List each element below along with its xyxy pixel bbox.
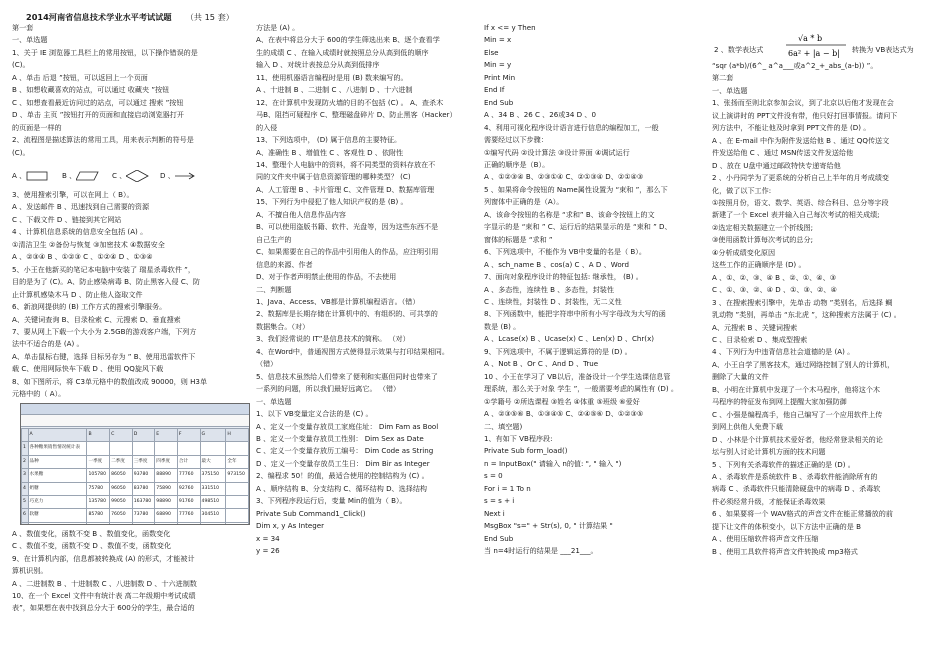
- table-cell: 4: [22, 482, 29, 495]
- page-title: 2014河南省信息技术学业水平考试试题 （共 15 套）: [26, 12, 234, 22]
- text-line: A 、单击 后退 ”按钮，可以返回上一个页面: [12, 72, 148, 82]
- table-cell: 93780: [132, 469, 155, 482]
- table-cell: 163780: [132, 495, 155, 508]
- text-line: 表”，如果想在表中找到总分大于 600分的学生，最合适的: [12, 603, 195, 613]
- text-line: C 、小强是编程高手，他自己编写了一个应用软件上传: [712, 409, 883, 419]
- table-cell: 68890: [155, 509, 178, 522]
- table-cell: 品种: [28, 455, 87, 468]
- table-cell: 331510: [200, 482, 226, 495]
- text-line: ①学籍号 ②所选课程 ③姓名 ④体重 ⑤班级 ⑥爱好: [484, 396, 640, 406]
- flowchart-option: [112, 170, 149, 182]
- text-line: A 、34 B 、26 C 、26或34 D 、0: [484, 110, 597, 120]
- table-cell: 巧克力: [28, 495, 87, 508]
- table-cell: 375150: [200, 469, 226, 482]
- text-line: A 、多态性，连续性 B 、多态性，封装性: [484, 284, 614, 294]
- text-line: 算机识别。: [12, 566, 48, 576]
- table-cell: [226, 442, 249, 455]
- table-cell: [177, 442, 200, 455]
- text-line: 8、下列函数中，能把字符串中所有小写字母改为大写的函: [484, 309, 666, 319]
- text-line: A 、顺序结构 B、分支结构 C、循环结构 D、选择结构: [256, 483, 428, 493]
- text-line: 一系列的问题，所以我们最好远离它。 （错）: [256, 384, 401, 394]
- text-line: D 、单击 主页 ”按钮打开的页面和直接启动浏览器打开: [12, 110, 184, 120]
- table-cell: 6: [22, 509, 29, 522]
- text-line: A 、sch_name B 、cos(a) C 、A D 、Word: [484, 259, 629, 269]
- flowchart-option: [160, 170, 197, 182]
- text-line: A、人工管理 B 、卡片管理 C、文件管理 D、数据库管理: [256, 184, 435, 194]
- text-line: 7、面向对象程序设计的特征包括: 继承性， (B) 。: [484, 272, 643, 282]
- table-cell: 四季度: [155, 455, 178, 468]
- arrow-symbol: [175, 171, 197, 180]
- text-line: If x <= y Then: [484, 23, 536, 32]
- flowchart-symbols: [12, 159, 244, 189]
- excel-toolbar: [21, 404, 249, 415]
- table-cell: 三季度: [132, 455, 155, 468]
- text-line: A 、二进制数 B 、十进制数 C 、八进制数 D 、十六进制数: [12, 578, 197, 588]
- table-cell: 77760: [177, 469, 200, 482]
- text-line: A 、数值变化，函数不变 B 、数值变化，函数变化: [12, 528, 171, 538]
- text-line: 列方法中，不能让他及时拿到 PPT文件的是 (D) 。: [712, 123, 871, 133]
- text-line: 11、使用机器语言编程时是用 (B) 数来编写的。: [256, 72, 408, 82]
- text-line: 4、在Word中，普通视图方式使得显示效果与打印结果相同。: [256, 346, 449, 356]
- text-line: 6、新浪网提供的 (B) 工作方式的搜索引擎服务。: [12, 302, 167, 312]
- text-line: A、该命令按钮的名称是 “求和” B、该命令按钮上的文: [484, 209, 655, 219]
- text-line: 新建了一个 Excel 表并输入自己每次考试的相关成绩;: [712, 210, 880, 220]
- text-line: A、在表中将总分大于 600的学生筛选出来 B、逐个查看学: [256, 35, 440, 45]
- text-line: 输入 D 、对统计表按总分从高到低排序: [256, 60, 380, 70]
- text-line: D 、小林是个计算机技术爱好者，他经常登录相关的论: [712, 434, 883, 444]
- text-line: 列窗体中正确的是（A）。: [484, 197, 564, 207]
- table-row: [22, 469, 249, 482]
- table-cell: [132, 442, 155, 455]
- math-label: 2 、数学表达式: [714, 45, 764, 54]
- text-line: 正确的顺序是（B）。: [484, 159, 550, 169]
- text-line: A、准确性 B 、增值性 C 、客观性 D 、依附性: [256, 147, 404, 157]
- text-line: 法中不适合的是 (A) 。: [12, 339, 84, 349]
- text-line: 数是 (B) 。: [484, 321, 521, 331]
- svg-text:6a² + |a − b|: 6a² + |a − b|: [788, 49, 840, 58]
- text-line: ①编写代码 ②设计算法 ③设计界面 ④调试运行: [484, 147, 630, 157]
- text-line: A、元搜索 B 、关键词搜索: [712, 322, 798, 332]
- table-cell: E: [155, 428, 178, 441]
- text-line: 5、小王在他新买的笔记本电脑中安装了 瑞星杀毒软件 ”，: [12, 264, 195, 274]
- parallelogram-symbol: [76, 171, 100, 180]
- math-fraction: [784, 30, 848, 62]
- table-cell: 5: [22, 495, 29, 508]
- text-line: 的页面是一样的: [12, 122, 62, 132]
- table-cell: 304510: [200, 509, 226, 522]
- flowchart-option-label: A 、: [12, 170, 27, 180]
- text-line: ③使用函数计算每次考试的总分;: [712, 235, 813, 245]
- text-line: 方法是 (A) 。: [256, 23, 300, 32]
- text-line: 14、整理个人电脑中的资料，将不同类型的资料存放在不: [256, 159, 436, 169]
- excel-formula-bar: [21, 415, 249, 427]
- table-cell: [87, 442, 110, 455]
- table-cell: 二季度: [110, 455, 133, 468]
- table-cell: [200, 442, 226, 455]
- table-cell: [226, 495, 249, 508]
- text-line: 坛与别人讨论计算机方面的技术问题: [712, 447, 826, 457]
- table-cell: 软糖: [28, 509, 87, 522]
- text-line: Else: [484, 47, 499, 57]
- text-line: 一、单选题: [712, 85, 748, 95]
- table-row: [22, 495, 249, 508]
- text-line: 当 n=4时运行的结果是 ___21___。: [484, 546, 598, 556]
- text-line: 15、下列行为中侵犯了他人知识产权的是 (B) 。: [256, 197, 408, 207]
- text-line: A 、①、②、③、④ B 、②、①、④、③: [712, 272, 837, 282]
- text-line: C 、连续性，封装性 D 、封装性，无二义性: [484, 296, 622, 306]
- text-line: 6 、如果要将一个 WAV格式的声音文件在能正常播放的前: [712, 509, 893, 519]
- table-cell: 75890: [155, 482, 178, 495]
- text-line: 这些工作的正确顺序是 (D) 。: [712, 260, 806, 270]
- text-line: C、如果需要在自己的作品中引用他人的作品，应注明引用: [256, 247, 439, 257]
- table-cell: 奶糖: [28, 482, 87, 495]
- table-cell: 一季度: [87, 455, 110, 468]
- text-line: D 、定义一个变量存放员工生日： Dim Bir as Integer: [256, 458, 430, 468]
- table-cell: 99050: [110, 495, 133, 508]
- table-cell: 76050: [110, 509, 133, 522]
- table-cell: [155, 442, 178, 455]
- text-line: 5、信息技术虽然给人们带来了便利和实惠但同时也带来了: [256, 371, 438, 381]
- text-line: 第一套: [12, 23, 34, 32]
- flowchart-option-label: B 、: [62, 170, 77, 180]
- text-line: Private Sub form_load(): [484, 446, 568, 456]
- text-line: 10 、小王在学习了 VB以后，准备设计一个学生选课信息管: [484, 371, 671, 381]
- flowchart-option: [12, 170, 48, 182]
- column-1: [12, 22, 244, 615]
- text-line: A 、②③⑤⑥ B、①③④⑤ C、②④⑤⑥ D、①②③⑤: [484, 409, 644, 419]
- table-cell: [110, 442, 133, 455]
- table-cell: 1: [22, 442, 29, 455]
- text-line: A、关键词查询 B、目录检索 C、元搜索 D、垂直搜索: [12, 314, 181, 324]
- table-cell: [200, 522, 226, 524]
- table-cell: 973150: [226, 469, 249, 482]
- table-cell: 88890: [155, 469, 178, 482]
- text-line: 3、下列程序段运行后，变量 Min的值为（ B）。: [256, 496, 407, 506]
- text-line: 窗体的标题是 “求和 ”: [484, 234, 553, 244]
- table-cell: 98890: [155, 495, 178, 508]
- text-line: A 、Lcase(x) B 、Ucase(x) C 、Len(x) D 、Chr(x): [484, 334, 655, 344]
- text-line: 马程序的特征发布到网上提醒大家加强防御: [712, 397, 847, 407]
- table-cell: C: [110, 428, 133, 441]
- text-line: 化，做了以下工作:: [712, 185, 772, 195]
- flowchart-option-label: D 、: [160, 170, 175, 180]
- text-line: C 、定义一个变量存放历工编号： Dim Code as String: [256, 446, 434, 456]
- table-cell: [155, 522, 178, 524]
- text-line: 字显示的是 “束和 ” C、运行后的结果显示的是 “束和 ” D、: [484, 222, 672, 232]
- table-cell: 86050: [110, 469, 133, 482]
- text-line: 件发送给他 C 、通过 MSN传送文件发送给他: [712, 148, 854, 158]
- text-line: C 、目录检索 D 、集成型搜索: [712, 334, 808, 344]
- text-line: x = 34: [256, 533, 280, 543]
- text-line: 需要经过以下步骤：: [484, 135, 548, 145]
- text-line: ①按照月份，语文、数学、英语、综合科目、总分等字段: [712, 197, 889, 207]
- text-line: 1、有如下 VB程序段:: [484, 433, 553, 443]
- text-line: A 、②③④ B 、①②③ C 、①②④ D 、①③④: [12, 252, 153, 262]
- text-line: n = InputBox(" 请输入 n的值: ", " 输入 "): [484, 458, 622, 468]
- column-2: [256, 22, 480, 557]
- table-cell: 73780: [132, 509, 155, 522]
- text-line: B、小明在计算机中发现了一个木马程序，他将这个木: [712, 384, 881, 394]
- text-line: ②选定相关数据建立一个折线图;: [712, 222, 813, 232]
- text-line: Next i: [484, 508, 505, 518]
- text-line: 的入侵: [256, 122, 278, 132]
- table-row: [22, 522, 249, 524]
- text-line: 10、在一个 Excel 文件中有统计表 高二年级期中考试成绩: [12, 590, 196, 600]
- text-line: y = 26: [256, 546, 280, 556]
- text-line: 生的成绩 C 、在输入成绩时就按照总分从高到低的顺序: [256, 47, 429, 57]
- text-line: 4 、计算机信息系统的信息安全包括 (A) 。: [12, 227, 148, 237]
- table-cell: G: [200, 428, 226, 441]
- text-line: Min = y: [484, 60, 512, 70]
- text-line: A 、Not B 、Or C 、And D 、True: [484, 359, 599, 369]
- text-line: A 、杀毒软件是系统软件 B 、杀毒软件能消除所有的: [712, 471, 878, 481]
- table-cell: 96050: [110, 482, 133, 495]
- text-line: A 、十进制 B 、二进制 C 、八进制 D 、十六进制: [256, 85, 413, 95]
- text-line: 元格中的（ A）。: [12, 389, 66, 399]
- table-cell: 77760: [177, 509, 200, 522]
- table-row: [22, 482, 249, 495]
- text-line: （错）: [256, 359, 278, 369]
- text-line: B 、使用工具软件将声音文件转换成 mp3格式: [712, 546, 858, 556]
- table-cell: 各种糖果销售情况统计表: [28, 442, 87, 455]
- text-line: 4 、下列行为中违背信息社会道德的是 (A) 。: [712, 347, 855, 357]
- text-line: 2、数据库是长期存储在计算机中的、有组织的、可共享的: [256, 309, 438, 319]
- flowchart-option: [62, 170, 100, 182]
- text-line: 9、下列选项中，不属于逻辑运算符的是 (D) 。: [484, 346, 632, 356]
- table-cell: 92760: [177, 482, 200, 495]
- table-cell: [177, 522, 200, 524]
- math-expression: [712, 30, 944, 60]
- table-cell: [87, 522, 110, 524]
- table-row: [22, 455, 249, 468]
- table-cell: [28, 522, 87, 524]
- table-cell: 83780: [132, 482, 155, 495]
- text-line: 马B、阻挡可疑程序 C、整理磁盘碎片 D、防止黑客（Hacker）: [256, 110, 457, 120]
- text-line: 一、单选题: [256, 396, 292, 406]
- decision-diamond-symbol: [126, 171, 149, 180]
- table-row: [22, 442, 249, 455]
- table-cell: [110, 522, 133, 524]
- text-line: (C)。: [12, 60, 30, 70]
- text-line: 删除了大量的文件: [712, 372, 769, 382]
- text-line: B 、定义一个变量存放员工性别： Dim Sex as Date: [256, 433, 424, 443]
- text-line: 目的是为了 (C)。A、防止感染病毒 B、防止黑客入侵 C、防: [12, 277, 200, 287]
- text-line: 件必须经常升级，才能保证杀毒效果: [712, 496, 826, 506]
- text-line: 载 C、使用网际快车下载 D 、使用 QQ旋风下载: [12, 364, 164, 374]
- text-line: A、单击鼠标右键，选择 目标另存为 ” B、使用迅雷软件下: [12, 351, 196, 361]
- text-line: 2、流程图是描述算法的常用工具，用来表示判断的符号是: [12, 135, 194, 145]
- text-line: “sqr (a*b)/(6^_ a^a___或a^2_+_abs_(a-b)) ”。: [712, 61, 878, 70]
- text-line: Min = x: [484, 35, 512, 45]
- table-cell: [226, 482, 249, 495]
- text-line: 2 、小丹同学为了更系统的分析自己上半年的月考成绩变: [712, 173, 890, 183]
- table-cell: 105780: [87, 469, 110, 482]
- text-line: Print Min: [484, 72, 516, 82]
- table-cell: 全年: [226, 455, 249, 468]
- table-cell: [226, 522, 249, 524]
- text-line: 议上演讲时的 PPT文件没有带，他只好打回事情报。请问下: [712, 110, 898, 120]
- table-cell: 91760: [177, 495, 200, 508]
- excel-screenshot: [20, 403, 250, 525]
- table-cell: 2: [22, 455, 29, 468]
- text-line: 乳动物 ”类别，再单击 “东北虎 ”，这种搜索方法属于 (C) 。: [712, 310, 901, 320]
- table-row: [22, 428, 249, 441]
- text-line: (C)。: [12, 147, 30, 157]
- table-cell: 最大: [200, 455, 226, 468]
- text-line: 同的文件夹中属于信息资源管理的哪种类型？ (C): [256, 172, 411, 182]
- text-line: C 、如想查看最近访问过的站点，可以通过 搜索 ”按钮: [12, 97, 184, 107]
- text-line: End If: [484, 85, 505, 95]
- text-line: 1、以下 VB变量定义合法的是 (C) 。: [256, 409, 373, 419]
- text-line: End Sub: [484, 97, 514, 107]
- table-cell: [226, 509, 249, 522]
- text-line: 4、利用可视化程序设计语言进行信息的编程加工，一般: [484, 122, 659, 132]
- table-cell: A: [28, 428, 87, 441]
- text-line: 到网上供他人免费下载: [712, 422, 783, 432]
- table-cell: 合计: [177, 455, 200, 468]
- text-line: 2、编程求 50！的值，最适合使用的控制结构为 (C) 。: [256, 471, 429, 481]
- text-line: B、可以使用盗版书籍、软件、光盘等，因为这些东西不是: [256, 222, 439, 232]
- text-line: A 、①②③④ B、②③①④ C、②①③④ D、②①④③: [484, 172, 644, 182]
- text-line: 二、填空题): [484, 421, 523, 431]
- text-line: D 、放在 U盘中通过邮政特快专递寄给他: [712, 160, 841, 170]
- table-cell: H: [226, 428, 249, 441]
- column-3: [484, 22, 706, 557]
- table-cell: 水果糖: [28, 469, 87, 482]
- text-line: 5 、下列有关杀毒软件的描述正确的是 (D) 。: [712, 459, 855, 469]
- text-line: s = 0: [484, 471, 503, 481]
- text-line: A、小王自学了黑客技术，通过网络控制了别人的计算机，: [712, 359, 895, 369]
- text-line: 1、关于 IE 浏览器工具栏上的常用按钮，以下操作错误的是: [12, 47, 198, 57]
- excel-sheet: [21, 428, 249, 525]
- text-line: Private Sub Command1_Click(): [256, 508, 366, 518]
- text-line: A 、发送邮件 B 、迅速找到自己需要的资源: [12, 202, 150, 212]
- table-cell: 498510: [200, 495, 226, 508]
- text-line: 1、Java、Access、VB都是计算机编程语言。（错）: [256, 296, 420, 306]
- text-line: 第二套: [712, 73, 734, 83]
- text-line: 12、在计算机中发现防火墙的目的不包括 (C) 。 A、查杀木: [256, 97, 444, 107]
- text-line: ④分析成绩变化原因: [712, 247, 776, 257]
- spacer: [712, 22, 944, 30]
- table-cell: 85780: [87, 509, 110, 522]
- text-line: C 、①、③、②、④ D 、①、③、②、④: [712, 285, 837, 295]
- text-line: 止计算机感染木马 D 、防止他人盗取文件: [12, 289, 143, 299]
- text-line: 病毒 C 、杀毒软件只能清除硬盘中的病毒 D 、杀毒软: [712, 484, 881, 494]
- text-line: 3 、在搜索搜索引擎中，先单击 动物 ”类别名，后选择 鲷: [712, 297, 893, 307]
- text-line: A 、在 E-mail 中作为附件发送给他 B 、通过 QQ传送文: [712, 135, 890, 145]
- table-cell: D: [132, 428, 155, 441]
- text-line: 1、张扬而至则北京参加会议，到了北京以后他才发现在会: [712, 98, 894, 108]
- text-line: 3、我们经常说的 IT”是信息技术的简称。 （对）: [256, 334, 410, 344]
- table-cell: 75780: [87, 482, 110, 495]
- text-line: 7、要从网上下载一个大小为 2.5GB的游戏客户端，下列方: [12, 326, 197, 336]
- text-line: 5 、如果将命令按钮的 Name属性设置为 “束和 ”，那么下: [484, 184, 668, 194]
- text-line: B 、如想收藏喜欢的站点，可以通过 收藏夹 ”按钮: [12, 85, 170, 95]
- table-cell: [132, 522, 155, 524]
- text-line: ①清洁卫生 ②备份与恢复 ③加密技术 ④数据安全: [12, 239, 165, 249]
- math-suffix: 转换为 VB表达式为: [852, 45, 914, 54]
- text-line: 一、单选题: [12, 35, 48, 45]
- text-line: C 、数值不变，函数不变 D 、数值不变，函数变化: [12, 541, 172, 551]
- text-line: 8、如下图所示，将 C3单元格中的数值改成 90000，则 H3单: [12, 376, 208, 386]
- text-line: C 、下载文件 D 、链接到其它网站: [12, 214, 122, 224]
- text-line: A 、定义一个变量存放员工家庭住址： Dim Fam as Bool: [256, 421, 439, 431]
- text-line: 6、下列选项中，不能作为 VB中变量的名是（ B）。: [484, 247, 646, 257]
- table-cell: B: [87, 428, 110, 441]
- text-line: D、对于作者声明禁止使用的作品，不去使用: [256, 272, 397, 282]
- text-line: 提下让文件的体积变小，以下方法中正确的是 B: [712, 521, 861, 531]
- text-line: 二、判断题: [256, 284, 292, 294]
- text-line: 13、下列选项中， (D) 属于信息的主要特征。: [256, 135, 402, 145]
- text-line: End Sub: [484, 533, 514, 543]
- text-line: For i = 1 To n: [484, 483, 531, 493]
- table-cell: 135780: [87, 495, 110, 508]
- text-line: 理系统，那么关于对象 学生 ”，一般需要考虑的属性有 (D) 。: [484, 384, 678, 394]
- text-line: s = s + i: [484, 496, 515, 506]
- text-line: 9、在计算机内部，信息都被转换成 (A) 的形式，才能被计: [12, 553, 195, 563]
- table-cell: F: [177, 428, 200, 441]
- text-line: A 、使用压缩软件将声音文件压缩: [712, 534, 819, 544]
- text-line: 3、使用搜索引擎，可以在网上（ B）。: [12, 189, 134, 199]
- table-cell: 3: [22, 469, 29, 482]
- text-line: MsgBox "s=" + Str(s), 0, " 计算结果 ": [484, 521, 613, 531]
- text-line: Dim x, y As Integer: [256, 521, 325, 531]
- process-rect-symbol: [26, 171, 48, 180]
- text-line: A、不擅自他人信息作品内容: [256, 209, 346, 219]
- column-4: [712, 22, 944, 558]
- text-line: 数据集合。（对）: [256, 321, 310, 331]
- svg-text:√a * b: √a * b: [798, 34, 823, 43]
- table-row: [22, 509, 249, 522]
- text-line: 自己生产的: [256, 234, 292, 244]
- flowchart-option-label: C 、: [112, 170, 127, 180]
- text-line: 信息的来源、作者: [256, 259, 313, 269]
